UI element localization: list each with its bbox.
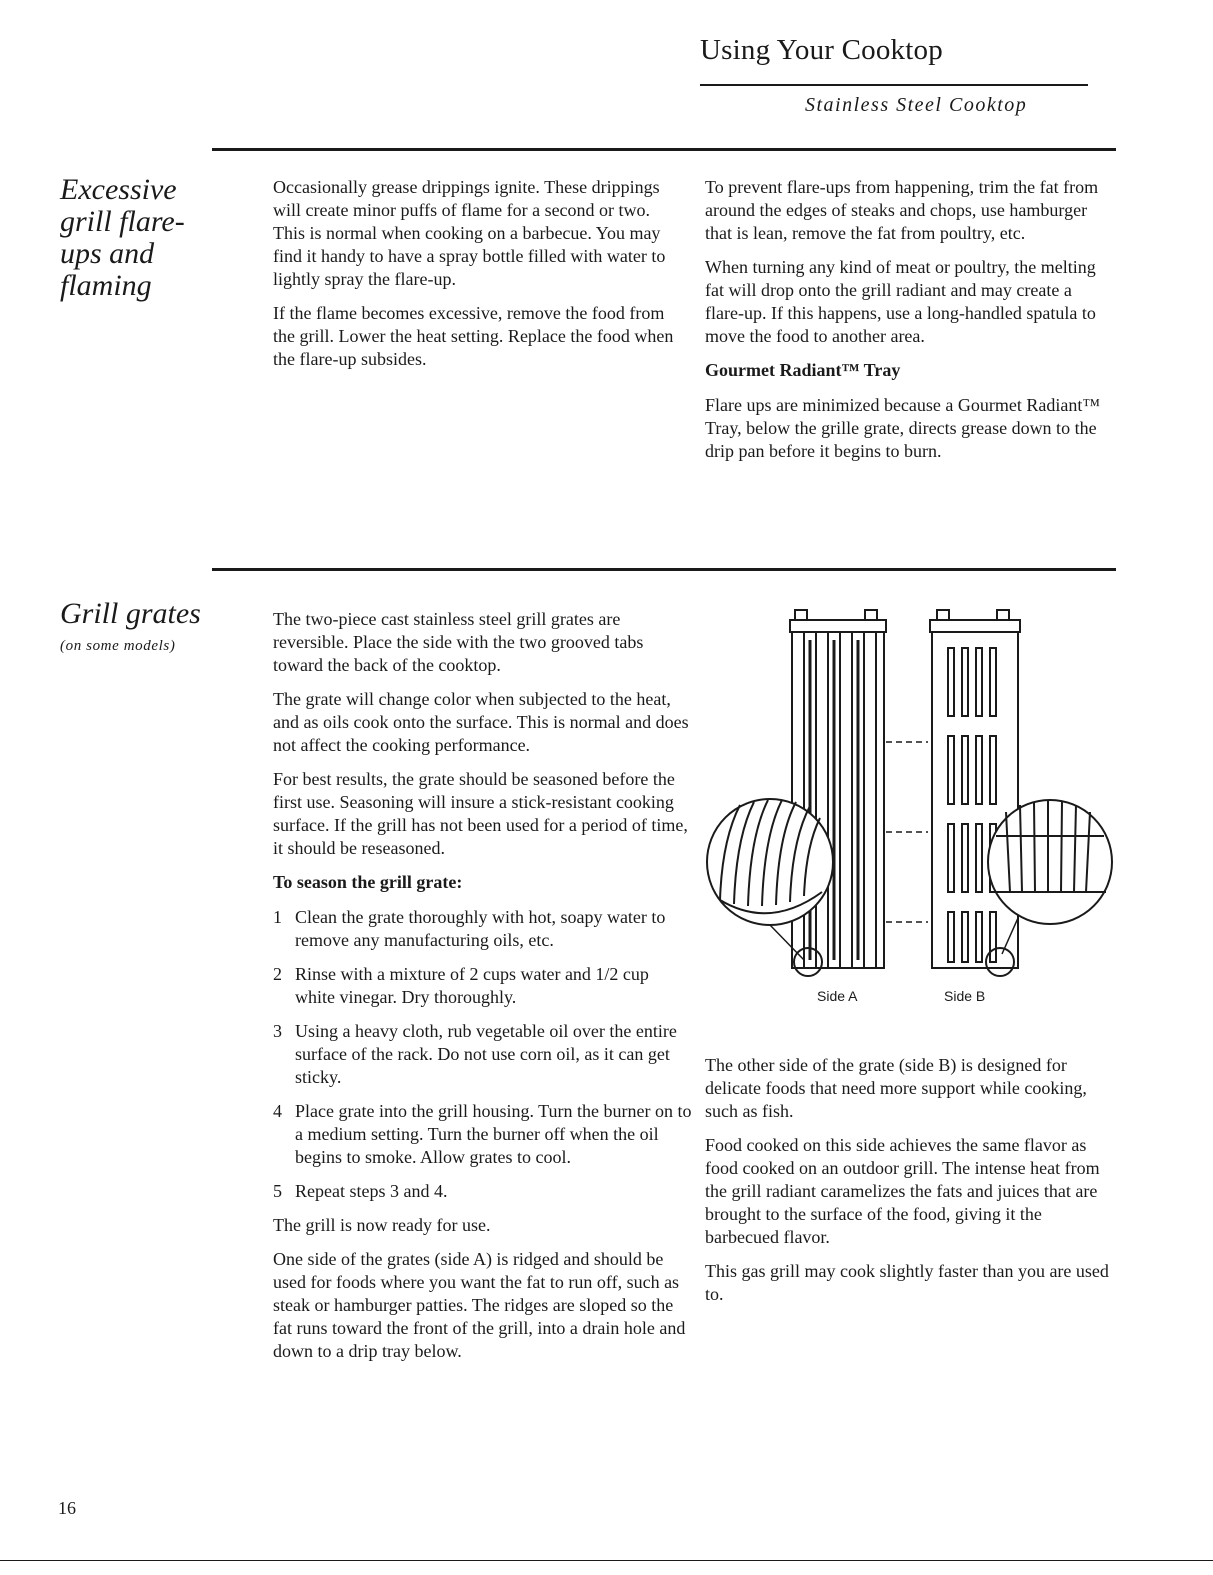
paragraph: When turning any kind of meat or poultry, the melting fat will drop onto the grill radiant and may create a flare-up. If this happens, use a long-handled spatula to move the food to another area. [705, 257, 1096, 346]
side-a-detail-magnifier [707, 799, 833, 976]
step-text: Repeat steps 3 and 4. [295, 1181, 448, 1201]
step-text: Rinse with a mixture of 2 cups water and 1/2 cup white vinegar. Dry thoroughly. [295, 964, 649, 1007]
tray-heading: Gourmet Radiant™ Tray [705, 360, 901, 380]
paragraph: The two-piece cast stainless steel grill grates are reversible. Place the side with the two grooved tabs toward the back of the cooktop. [273, 609, 644, 675]
paragraph: If the flame becomes excessive, remove the food from the grill. Lower the heat setting. Replace the food when the flare-up subsides. [273, 303, 674, 369]
step-item [273, 1180, 693, 1203]
paragraph: The grill is now ready for use. [273, 1215, 491, 1235]
section-note: (on some models) [60, 638, 176, 654]
grill-grates-right-column [705, 1054, 1115, 1317]
page-bottom-edge [0, 1560, 1213, 1561]
side-b-detail-magnifier [986, 800, 1112, 976]
figure-label-side-b: Side B [944, 988, 986, 1004]
page-header-subtitle: Stainless Steel Cooktop [805, 94, 1028, 116]
step-number: 2 [273, 964, 282, 984]
step-text: Clean the grate thoroughly with hot, soapy water to remove any manufacturing oils, etc. [295, 907, 666, 950]
flare-ups-right-column [705, 176, 1115, 474]
step-text: Using a heavy cloth, rub vegetable oil over the entire surface of the rack. Do not use corn oil, as it can get sticky. [295, 1021, 677, 1087]
step-number: 4 [273, 1101, 282, 1121]
season-heading: To season the grill grate: [273, 872, 463, 892]
step-text: Place grate into the grill housing. Turn the burner on to a medium setting. Turn the burner off when the oil begins to smoke. Allow grates to cool. [295, 1101, 692, 1167]
paragraph: One side of the grates (side A) is ridged and should be used for foods where you want the fat to run off, such as steak or hamburger patties. The ridges are sloped so the fat runs toward the front of the grill, into a drain hole and down to a drip tray below. [273, 1249, 686, 1361]
step-item [273, 906, 693, 952]
step-number: 1 [273, 907, 282, 927]
paragraph: The other side of the grate (side B) is designed for delicate foods that need more support while cooking, such as fish. [705, 1055, 1087, 1121]
page-header-title: Using Your Cooktop [700, 34, 943, 66]
grill-grate-figure [700, 600, 1120, 1020]
paragraph: Food cooked on this side achieves the same flavor as food cooked on an outdoor grill. The intense heat from the grill radiant caramelizes the fats and juices that are brought to the surface of the food, giving it the barbecued flavor. [705, 1135, 1100, 1247]
paragraph: This gas grill may cook slightly faster than you are used to. [705, 1261, 1109, 1304]
paragraph: The grate will change color when subjected to the heat, and as oils cook onto the surface. This is normal and does not affect the cooking performance. [273, 689, 689, 755]
section-divider-2 [212, 568, 1116, 571]
section-title-flare-ups: Excessive grill flare-ups and flaming [60, 173, 185, 302]
paragraph: Flare ups are minimized because a Gourmet Radiant™ Tray, below the grille grate, directs grease down to the drip pan before it begins to burn. [705, 395, 1101, 461]
section-title-grill-grates: Grill grates [60, 597, 201, 630]
section-divider-1 [212, 148, 1116, 151]
step-item [273, 963, 693, 1009]
page-number: 16 [58, 1498, 76, 1518]
side-b-grate [930, 610, 1020, 968]
paragraph: For best results, the grate should be seasoned before the first use. Seasoning will insure a stick-resistant cooking surface. If the grill has not been used for a period of time, it should be reseasoned. [273, 769, 688, 858]
step-item [273, 1100, 693, 1169]
grill-grates-left-column [273, 608, 693, 1374]
step-item [273, 1020, 693, 1089]
paragraph: Occasionally grease drippings ignite. These drippings will create minor puffs of flame for a second or two. This is normal when cooking on a barbecue. You may find it handy to have a spray bottle filled with water to lightly spray the flare-up. [273, 177, 666, 289]
step-number: 5 [273, 1181, 282, 1201]
figure-label-side-a: Side A [817, 988, 858, 1004]
paragraph: To prevent flare-ups from happening, trim the fat from around the edges of steaks and chops, use hamburger that is lean, remove the fat from poultry, etc. [705, 177, 1099, 243]
header-rule [700, 84, 1088, 86]
step-number: 3 [273, 1021, 282, 1041]
flare-ups-left-column [273, 176, 683, 382]
